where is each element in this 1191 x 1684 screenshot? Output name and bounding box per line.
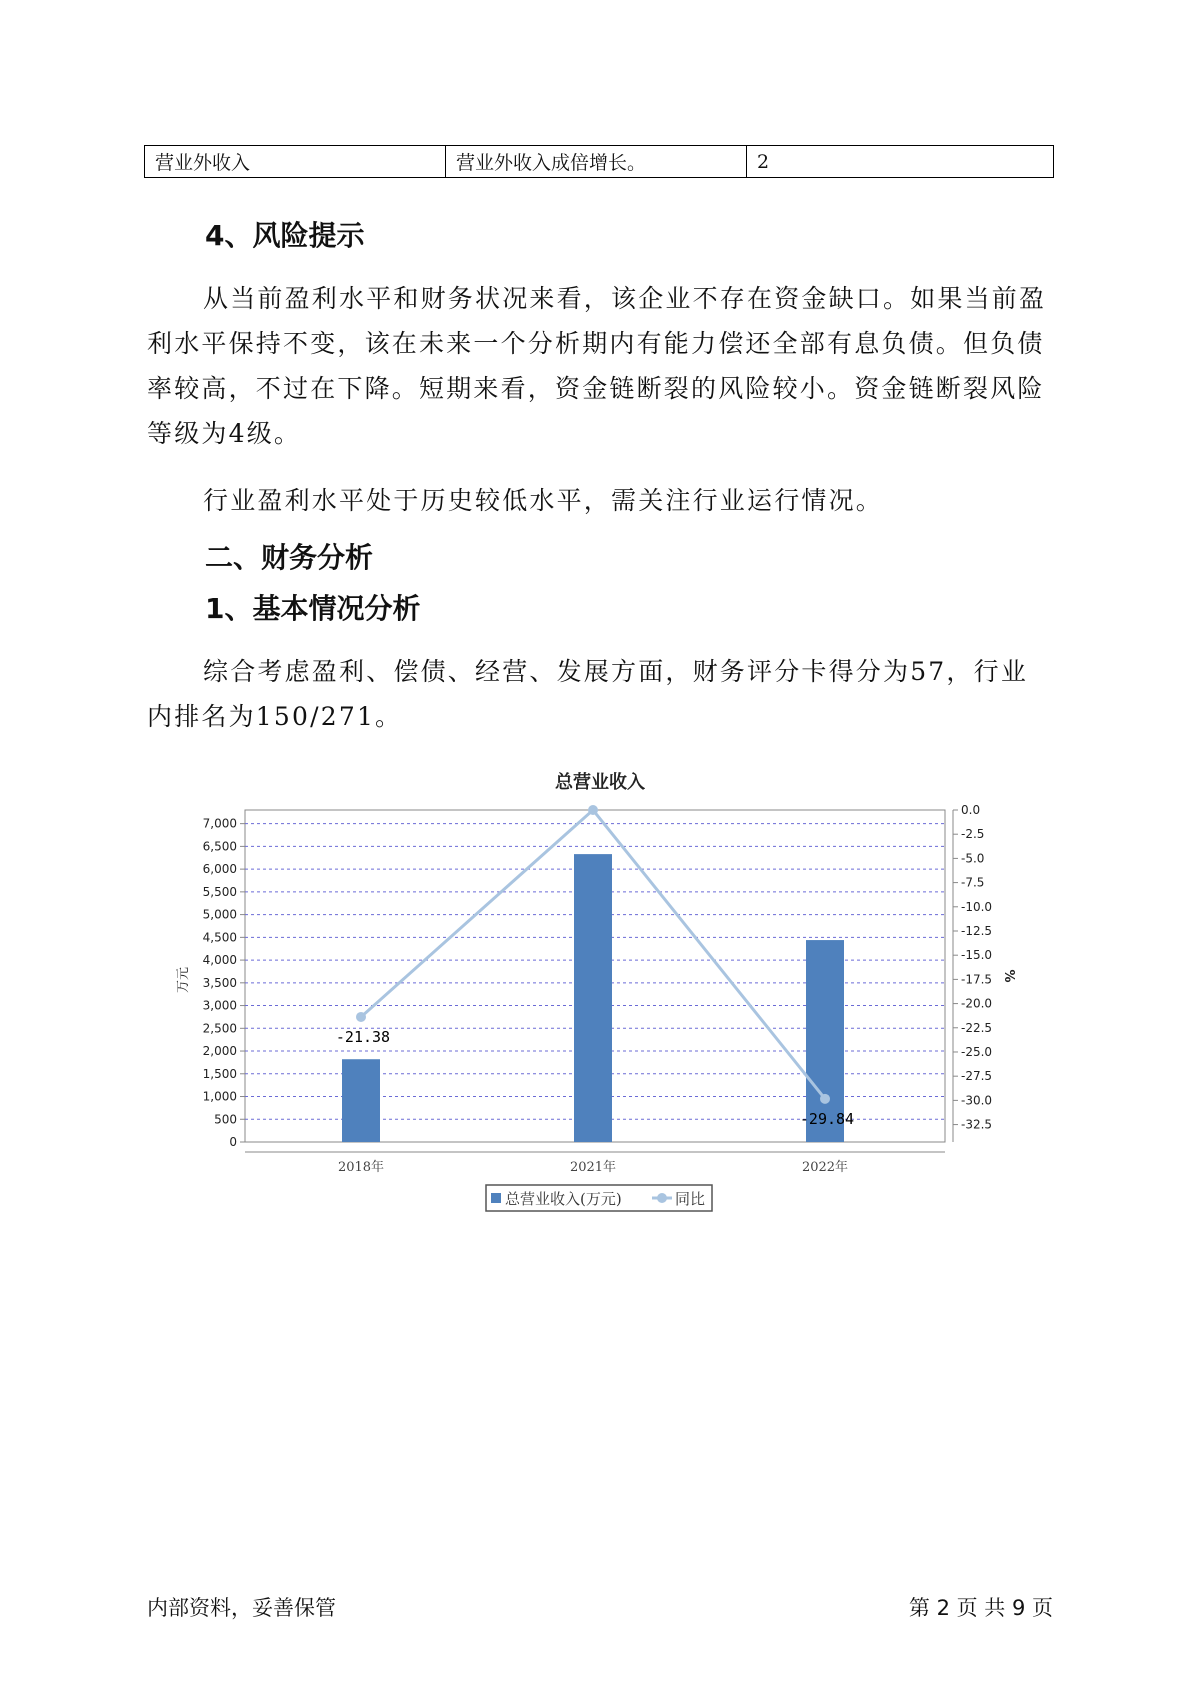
y2-tick-label: -17.5: [961, 972, 993, 987]
legend-line-label: 同比: [675, 1190, 706, 1208]
x-tick-label: 2022年: [801, 1160, 849, 1175]
y2-tick-label: -22.5: [961, 1020, 993, 1035]
section-heading: 二、财务分析: [205, 541, 374, 574]
yoy-data-label: -21.38: [335, 1027, 391, 1046]
y2-tick-label: -7.5: [961, 875, 985, 890]
legend-line-marker: [657, 1193, 667, 1203]
y-tick-label: 1,500: [202, 1066, 237, 1081]
y-axis-label: 万元: [176, 966, 191, 994]
y-tick-label: 2,500: [202, 1021, 237, 1036]
y2-tick-label: -27.5: [961, 1069, 993, 1084]
page-number: 第 2 页 共 9 页: [908, 1596, 1053, 1620]
x-tick-label: 2021年: [569, 1160, 617, 1175]
table-cell: 营业外收入成倍增长。: [446, 146, 747, 178]
table-cell: 营业外收入: [145, 146, 446, 178]
chart-title: 总营业收入: [555, 772, 645, 793]
y-tick-label: 500: [214, 1112, 237, 1127]
legend-bar-label: 总营业收入(万元): [505, 1190, 622, 1208]
y-tick-label: 5,500: [202, 884, 237, 899]
yoy-point: [356, 1012, 366, 1022]
risk-heading: 4、风险提示: [205, 219, 365, 252]
y2-tick-label: -15.0: [961, 948, 993, 963]
y2-tick-label: -10.0: [961, 899, 993, 914]
y-tick-label: 7,000: [202, 816, 237, 831]
table-cell: 2: [747, 146, 1054, 178]
revenue-bar: [574, 854, 612, 1142]
y2-tick-label: -32.5: [961, 1117, 993, 1132]
y-tick-label: 4,500: [202, 930, 237, 945]
y2-tick-label: -5.0: [961, 851, 985, 866]
y-tick-label: 5,000: [202, 907, 237, 922]
y-tick-label: 0: [229, 1135, 237, 1149]
yoy-point: [820, 1094, 830, 1104]
y-tick-label: 3,000: [202, 998, 237, 1013]
y-tick-label: 3,500: [202, 975, 237, 990]
score-paragraph: 综合考虑盈利、偿债、经营、发展方面，财务评分卡得分为57，行业内排名为150/271。: [147, 657, 1029, 731]
y2-tick-label: 0.0: [961, 803, 981, 817]
revenue-bar: [342, 1059, 380, 1142]
y-tick-label: 6,000: [202, 862, 237, 877]
yoy-data-label: -29.84: [799, 1109, 855, 1128]
yoy-point: [588, 805, 598, 815]
y2-tick-label: -12.5: [961, 923, 993, 938]
footer-note: 内部资料，妥善保管: [147, 1596, 336, 1620]
y-tick-label: 2,000: [202, 1044, 237, 1059]
risk-paragraph: 从当前盈利水平和财务状况来看，该企业不存在资金缺口。如果当前盈利水平保持不变，该在未来一个分析期内有能力偿还全部有息负债。但负债率较高，不过在下降。短期来看，资金链断裂的风险较小。资金链断裂风险等级为4级。: [147, 284, 1047, 448]
y-tick-label: 6,500: [202, 839, 237, 854]
y-tick-label: 4,000: [202, 953, 237, 968]
y-tick-label: 1,000: [202, 1089, 237, 1104]
y2-tick-label: -2.5: [961, 827, 985, 842]
y2-tick-label: -30.0: [961, 1093, 993, 1108]
industry-paragraph: 行业盈利水平处于历史较低水平，需关注行业运行情况。: [203, 486, 884, 515]
legend-bar-swatch: [491, 1193, 501, 1203]
y2-axis-label: %: [1001, 969, 1016, 983]
y2-tick-label: -20.0: [961, 996, 993, 1011]
x-tick-label: 2018年: [337, 1160, 385, 1175]
subsection-heading: 1、基本情况分析: [205, 592, 421, 625]
y2-tick-label: -25.0: [961, 1044, 993, 1059]
